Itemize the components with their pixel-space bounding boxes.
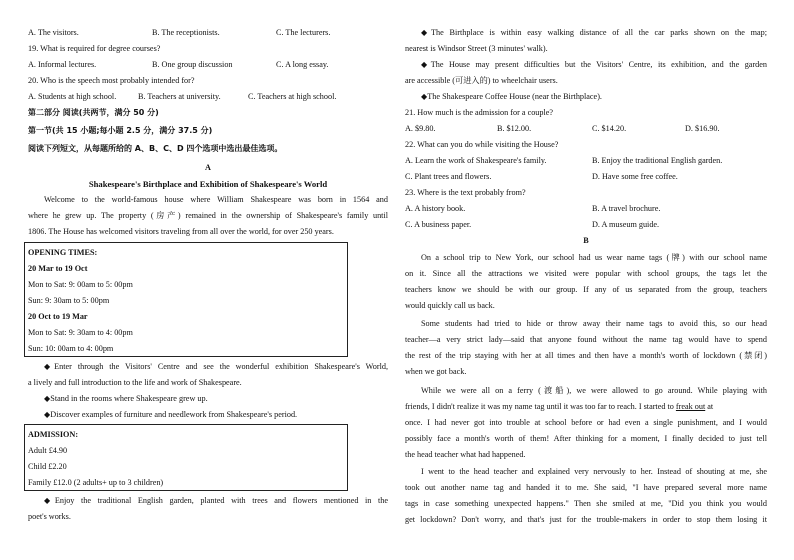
admission-heading: ADMISSION:	[28, 430, 79, 439]
q20-option-b: B. Teachers at university.	[138, 92, 221, 101]
part-two-heading: 第二部分 阅读(共两节，满分 50 分)	[28, 108, 159, 117]
q20-option-c: C. Teachers at high school.	[248, 92, 337, 101]
q22-question: 22. What can you do while visiting the House?	[405, 140, 559, 149]
p3-line-3: once. I had never got into trouble at school before or had even a single punishment, and I would	[405, 418, 767, 427]
p3-line-2	[405, 401, 767, 413]
passage-a-title: Shakespeare's Birthplace and Exhibition of Shakespeare's World	[88, 179, 328, 189]
q22-option-d: D. Have some free coffee.	[592, 172, 678, 181]
q20-question: 20. Who is the speech most probably intended for?	[28, 76, 195, 85]
admission-family: Family £12.0 (2 adults+ up to 3 children)	[28, 478, 164, 487]
intro-line-2: where he grew up. The property (房产) remained in the ownership of Shakespeare's family until	[28, 211, 388, 220]
bullet-exhibition: ◆Enter through the Visitors' Centre and see the wonderful exhibition Shakespeare's World,	[44, 362, 388, 371]
period-2-title: 20 Oct to 19 Mar	[28, 312, 88, 321]
bullet-garden-cont: poet's works.	[28, 512, 71, 521]
q21-question: 21. How much is the admission for a couple?	[405, 108, 554, 117]
q19-question: 19. What is required for degree courses?	[28, 44, 161, 53]
p4-line-2: took out another name tag and handed it to me. She said, "I have prepared several more name	[405, 483, 767, 492]
q23-question: 23. Where is the text probably from?	[405, 188, 526, 197]
p4-line-4: get lockdown? Don't worry, and that's just for the trouble-makers in order to stop them losing it	[405, 515, 767, 524]
q22-option-a: A. Learn the work of Shakespeare's family.	[405, 156, 547, 165]
p3-line-5: the head teacher what had happened.	[405, 450, 526, 459]
q18-option-b: B. The receptionists.	[152, 28, 220, 37]
q20-option-a: A. Students at high school.	[28, 92, 117, 101]
p1-line-1: On a school trip to New York, our school had us wear name tags (牌) with our school name	[421, 253, 767, 262]
q21-option-a: A. $9.80.	[405, 124, 436, 133]
period-2-sunday: Sun: 10: 00am to 4: 00pm	[28, 344, 114, 353]
p4-line-1: I went to the head teacher and explained very nervously to her. Instead of shouting at me, she	[421, 467, 767, 476]
period-2-weekday: Mon to Sat: 9: 30am to 4: 00pm	[28, 328, 133, 337]
p1-line-4: would quickly call us back.	[405, 301, 495, 310]
bullet-garden: ◆Enjoy the traditional English garden, planted with trees and flowers mentioned in the	[44, 496, 388, 505]
period-1-weekday: Mon to Sat: 9: 00am to 5: 00pm	[28, 280, 133, 289]
admission-adult: Adult £4.90	[28, 446, 68, 455]
intro-line-1: Welcome to the world-famous house where William Shakespeare was born in 1564 and	[44, 195, 388, 204]
p3-line-2-text: friends, I didn't realize it was my name tag until it was too far to reach. I started to	[405, 402, 674, 411]
bullet-exhibition-cont: a lively and full introduction to the life and work of Shakespeare.	[28, 378, 242, 387]
opening-times-box	[24, 242, 348, 357]
freak-out-underlined: freak out	[675, 402, 706, 411]
bullet-birthplace-cont: nearest is Windsor Street (3 minutes' walk).	[405, 44, 548, 53]
period-1-sunday: Sun: 9: 30am to 5: 00pm	[28, 296, 110, 305]
q21-option-c: C. $14.20.	[592, 124, 627, 133]
q23-option-c: C. A business paper.	[405, 220, 472, 229]
bullet-furniture: ◆Discover examples of furniture and needlework from Shakespeare's period.	[44, 410, 298, 419]
q23-option-d: D. A museum guide.	[592, 220, 660, 229]
q18-option-c: C. The lecturers.	[276, 28, 331, 37]
admission-box	[24, 424, 348, 491]
p4-line-3: tags in case something unexpected happens." Then she smiled at me, "Did you think you would	[405, 499, 767, 508]
period-1-title: 20 Mar to 19 Oct	[28, 264, 88, 273]
bullet-house: ◆The House may present difficulties but the Visitors' Centre, its exhibition, and the garden	[421, 60, 767, 69]
passage-b-letter: B	[583, 236, 589, 245]
p3-line-1: While we were all on a ferry (渡船), we were allowed to go around. While playing with	[421, 386, 767, 395]
q18-option-a: A. The visitors.	[28, 28, 79, 37]
q22-option-c: C. Plant trees and flowers.	[405, 172, 492, 181]
q19-option-c: C. A long essay.	[276, 60, 329, 69]
q23-option-b: B. A travel brochure.	[592, 204, 661, 213]
section-one-heading: 第一节(共 15 小题;每小题 2.5 分，满分 37.5 分)	[28, 126, 213, 135]
bullet-rooms: ◆Stand in the rooms where Shakespeare grew up.	[44, 394, 208, 403]
opening-times-heading: OPENING TIMES:	[28, 248, 98, 257]
reading-instruction: 阅读下列短文，从每题所给的 A、B、C、D 四个选项中选出最佳选项。	[28, 144, 283, 153]
q23-option-a: A. A history book.	[405, 204, 466, 213]
bullet-coffee-house: ◆The Shakespeare Coffee House (near the Birthplace).	[421, 92, 602, 101]
intro-line-3: 1806. The House has welcomed visitors traveling from all over the world, for over 250 years.	[28, 227, 334, 236]
p2-line-4: when we got back.	[405, 367, 467, 376]
q22-option-b: B. Enjoy the traditional English garden.	[592, 156, 723, 165]
p2-line-2: teacher—a very strict lady—said that anyone found without the name tag would have to spend	[405, 335, 767, 344]
p3-line-4: possibly face a month's worth of them! After thinking for a moment, I finally decided to just tell	[405, 434, 767, 443]
bullet-birthplace: ◆The Birthplace is within easy walking distance of all the car parks shown on the map;	[421, 28, 767, 37]
passage-a-letter: A	[205, 163, 211, 172]
admission-child: Child £2.20	[28, 462, 67, 471]
p2-line-1: Some students had tried to hide or throw away their name tags to avoid this, so our head	[421, 319, 767, 328]
p1-line-3: teachers know we should be with our group. If any of us separated from the group, teachers	[405, 285, 767, 294]
q19-option-b: B. One group discussion	[152, 60, 233, 69]
p1-line-2: on it. Since all the attractions we visited were popular with school groups, the tags let the	[405, 269, 767, 278]
p2-line-3: the rest of the trip staying with her at all times and then have a month's worth of lockdown (禁闭)	[405, 351, 767, 360]
q21-option-b: B. $12.00.	[497, 124, 532, 133]
q21-option-d: D. $16.90.	[685, 124, 720, 133]
q19-option-a: A. Informal lectures.	[28, 60, 97, 69]
bullet-house-cont: are accessible (可进入的) to wheelchair users.	[405, 76, 558, 85]
p3-line-2-end: at	[705, 402, 714, 411]
